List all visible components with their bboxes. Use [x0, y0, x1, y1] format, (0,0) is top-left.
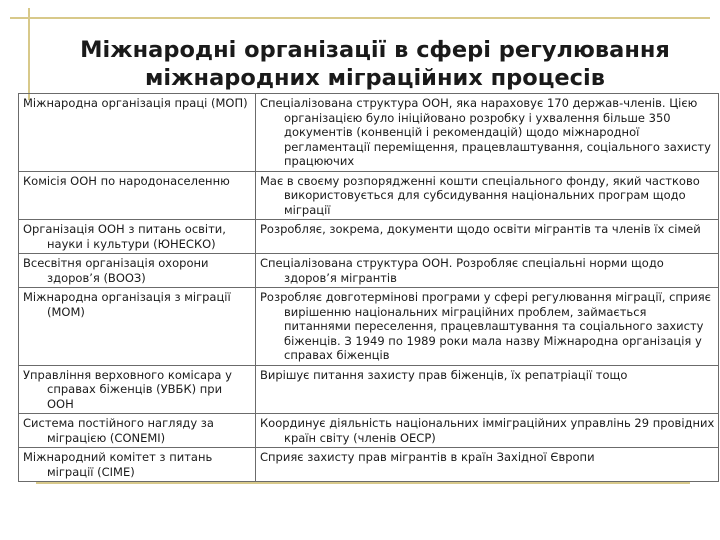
- description-cell: [256, 220, 719, 254]
- organization-name: Система постійного нагляду за міграцією (СОNЕМІ): [23, 416, 214, 445]
- organization-description: Розробляє довготермінові програми у сфері регулювання міграції, сприяє вирішенню національних міграційних проблем, займається питаннями переселення, працевлаштування та соціального захисту біженців. З 1949 по 1989 роки мала назву Міжнародна організація у справах біженців: [260, 290, 711, 362]
- decorative-horizontal-line: [10, 17, 710, 19]
- organization-description: Розробляє, зокрема, документи щодо освіти мігрантів та членів їх сімей: [260, 222, 701, 236]
- table-row: [19, 94, 719, 172]
- slide-title: [40, 36, 710, 92]
- organization-cell: [19, 94, 256, 172]
- table-row: [19, 288, 719, 366]
- description-cell: [256, 414, 719, 448]
- organization-description: Сприяє захисту прав мігрантів в країн Західної Європи: [260, 450, 595, 464]
- description-cell: [256, 448, 719, 482]
- description-cell: [256, 254, 719, 288]
- organization-description: Координує діяльність національних імміграційних управлінь 29 провідних країн світу (членів ОЕСР): [260, 416, 715, 445]
- organization-cell: [19, 414, 256, 448]
- organizations-table: [18, 93, 719, 482]
- description-cell: [256, 365, 719, 414]
- table-row: [19, 365, 719, 414]
- title-line-1: Міжнародні організації в сфері регулювання: [80, 37, 670, 63]
- organization-name: Управління верховного комісара у справах біженців (УВБК) при ООН: [23, 367, 232, 411]
- organization-name: Міжнародна організація праці (МОП): [23, 96, 248, 110]
- organization-cell: [19, 448, 256, 482]
- organization-name: Організація ООН з питань освіти, науки і культури (ЮНЕСКО): [23, 222, 226, 251]
- organization-cell: [19, 254, 256, 288]
- organization-name: Комісія ООН по народонаселенню: [23, 173, 230, 188]
- organization-description: Спеціалізована структура ООН. Розробляє спеціальні норми щодо здоров’я мігрантів: [260, 256, 664, 285]
- organization-description: Вирішує питання захисту прав біженців, їх репатріації тощо: [260, 367, 628, 382]
- organization-cell: [19, 365, 256, 414]
- organization-cell: [19, 171, 256, 220]
- decorative-accent-line: [36, 482, 690, 484]
- description-cell: [256, 288, 719, 366]
- decorative-vertical-line: [28, 8, 30, 100]
- table-row: [19, 220, 719, 254]
- organization-name: Міжнародна організація з міграції (МОМ): [23, 290, 231, 319]
- organization-cell: [19, 288, 256, 366]
- description-cell: [256, 94, 719, 172]
- organization-name: Всесвітня організація охорони здоров’я (ВООЗ): [23, 256, 209, 285]
- table-row: [19, 414, 719, 448]
- table-row: [19, 448, 719, 482]
- organization-description: Має в своєму розпорядженні кошти спеціального фонду, який частково використовується для субсидування національних програм щодо міграції: [260, 173, 700, 217]
- organization-description: Спеціалізована структура ООН, яка нараховує 170 держав-членів. Цією організацією було ініційовано розробку і ухвалення більше 350 документів (конвенцій і рекомендацій) щодо міжнародної регламентації переміщення, працевлаштування, соціального захисту працюючих: [260, 96, 711, 168]
- organization-name: Міжнародний комітет з питань міграції (СІМЕ): [23, 450, 213, 479]
- table-row: [19, 254, 719, 288]
- description-cell: [256, 171, 719, 220]
- table-row: [19, 171, 719, 220]
- organization-cell: [19, 220, 256, 254]
- title-line-2: міжнародних міграційних процесів: [145, 65, 605, 91]
